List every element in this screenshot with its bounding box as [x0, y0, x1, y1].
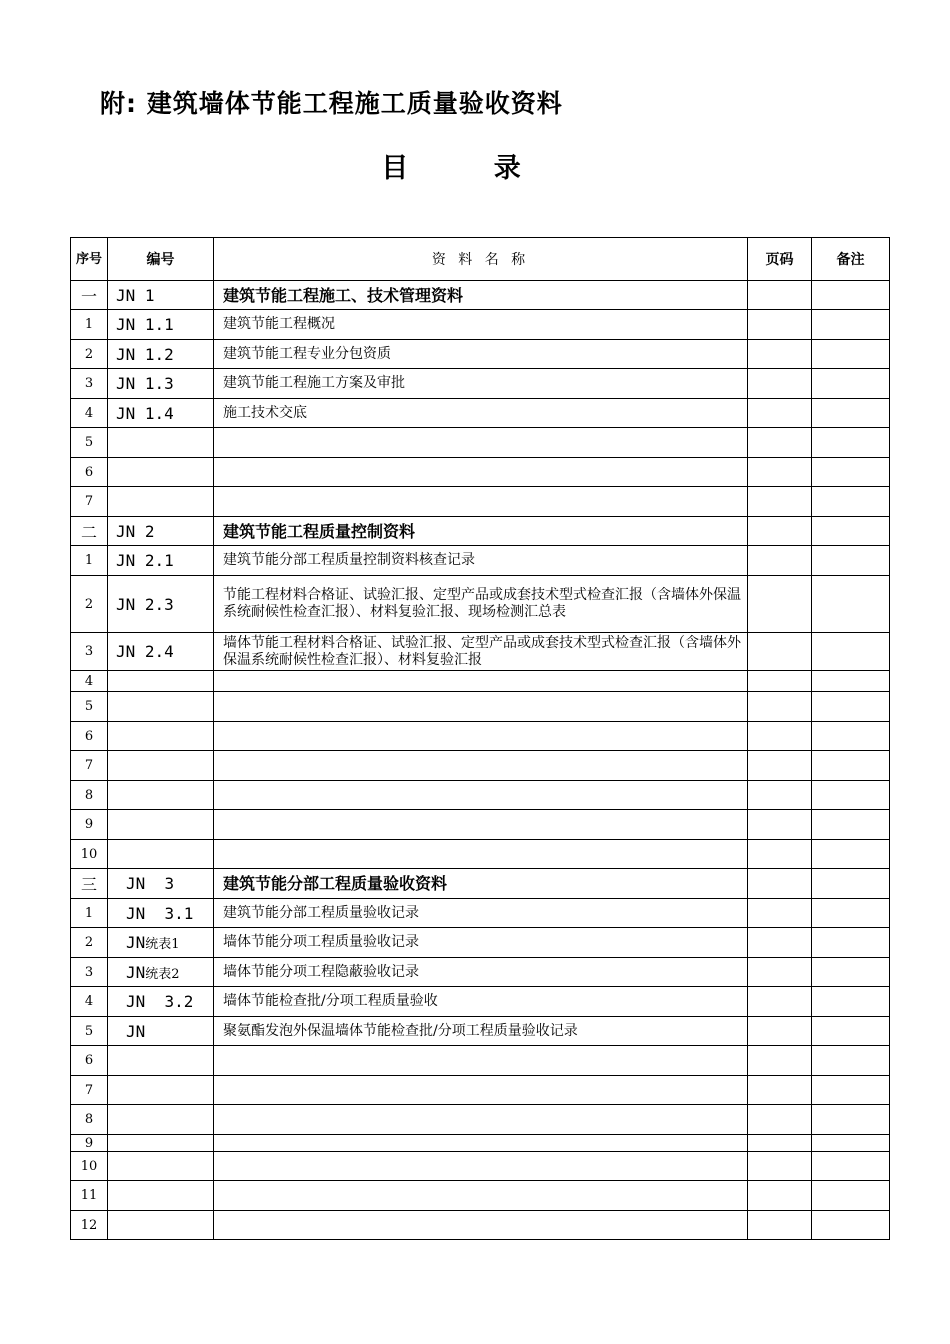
row-name — [214, 781, 748, 810]
table-row — [71, 671, 890, 692]
table-row — [71, 751, 890, 781]
row-code — [108, 1105, 214, 1135]
row-code: JN 3 — [108, 869, 214, 899]
row-page — [748, 671, 812, 692]
row-name: 建筑节能分部工程质量控制资料核查记录 — [214, 546, 748, 576]
table-header-row — [71, 238, 890, 281]
row-page — [748, 987, 812, 1017]
row-name: 聚氨酯发泡外保温墙体节能检查批/分项工程质量验收记录 — [214, 1017, 748, 1046]
row-page — [748, 928, 812, 958]
row-seq: 12 — [71, 1211, 108, 1240]
row-seq: 11 — [71, 1181, 108, 1211]
row-remark — [812, 310, 890, 340]
row-code — [108, 781, 214, 810]
row-page — [748, 840, 812, 869]
row-name: 建筑节能工程施工方案及审批 — [214, 369, 748, 399]
row-seq: 5 — [71, 1017, 108, 1046]
row-code: JN 1.1 — [108, 310, 214, 340]
row-code-suffix: 统表1 — [145, 937, 180, 952]
row-remark — [812, 928, 890, 958]
row-remark — [812, 840, 890, 869]
section-row — [71, 517, 890, 546]
row-page — [748, 958, 812, 987]
row-seq: 9 — [71, 1135, 108, 1152]
table-row — [71, 310, 890, 340]
attachment-title: 附: 建筑墙体节能工程施工质量验收资料 — [100, 89, 563, 118]
row-name: 墙体节能分项工程质量验收记录 — [214, 928, 748, 958]
row-remark — [812, 1076, 890, 1105]
row-remark — [812, 1211, 890, 1240]
row-name — [214, 428, 748, 458]
row-name: 建筑节能工程质量控制资料 — [214, 517, 748, 546]
row-code — [108, 458, 214, 487]
table-row — [71, 546, 890, 576]
row-name — [214, 1105, 748, 1135]
row-seq: 2 — [71, 576, 108, 633]
row-page — [748, 869, 812, 899]
row-code-prefix: JN — [126, 933, 146, 952]
header-seq: 序号 — [71, 238, 108, 281]
row-code: JN 2.1 — [108, 546, 214, 576]
row-seq: 3 — [71, 369, 108, 399]
row-code: JN 1 — [108, 281, 214, 310]
row-remark — [812, 751, 890, 781]
row-page — [748, 899, 812, 928]
table-row — [71, 369, 890, 399]
row-page — [748, 517, 812, 546]
row-seq: 5 — [71, 428, 108, 458]
table-of-contents-title: 目 录 — [381, 153, 559, 184]
table-row — [71, 1135, 890, 1152]
row-remark — [812, 487, 890, 517]
row-remark — [812, 576, 890, 633]
table-row — [71, 633, 890, 671]
header-remark: 备注 — [812, 238, 890, 281]
row-code — [108, 1181, 214, 1211]
row-code — [108, 751, 214, 781]
table-row — [71, 1211, 890, 1240]
row-name — [214, 810, 748, 840]
header-name: 资 料 名 称 — [214, 238, 748, 281]
table-row — [71, 399, 890, 428]
row-page — [748, 1152, 812, 1181]
row-name: 建筑节能分部工程质量验收资料 — [214, 869, 748, 899]
table-row — [71, 899, 890, 928]
table-row — [71, 458, 890, 487]
table-row — [71, 958, 890, 987]
row-name — [214, 1152, 748, 1181]
table-row — [71, 1152, 890, 1181]
table-row — [71, 840, 890, 869]
row-page — [748, 1046, 812, 1076]
row-seq: 10 — [71, 840, 108, 869]
row-page — [748, 1105, 812, 1135]
row-page — [748, 399, 812, 428]
row-remark — [812, 1135, 890, 1152]
row-seq: 一 — [71, 281, 108, 310]
row-page — [748, 722, 812, 751]
row-code-prefix: JN — [126, 962, 146, 982]
row-page — [748, 781, 812, 810]
row-page — [748, 1135, 812, 1152]
row-remark — [812, 987, 890, 1017]
row-code — [108, 1046, 214, 1076]
row-remark — [812, 1017, 890, 1046]
contents-table — [70, 237, 890, 1240]
row-page — [748, 340, 812, 369]
row-name: 建筑节能工程专业分包资质 — [214, 340, 748, 369]
row-page — [748, 546, 812, 576]
row-remark — [812, 869, 890, 899]
table-row — [71, 487, 890, 517]
row-name — [214, 692, 748, 722]
row-seq: 9 — [71, 810, 108, 840]
row-seq: 8 — [71, 781, 108, 810]
row-remark — [812, 722, 890, 751]
row-code — [108, 692, 214, 722]
row-name: 墙体节能工程材料合格证、试验汇报、定型产品或成套技术型式检查汇报（含墙体外保温系统耐候性检查汇报）、材料复验汇报 — [214, 633, 748, 671]
row-remark — [812, 1105, 890, 1135]
row-code: JN 1.4 — [108, 399, 214, 428]
row-name — [214, 1135, 748, 1152]
row-page — [748, 310, 812, 340]
row-code — [108, 722, 214, 751]
row-page — [748, 1076, 812, 1105]
table-row — [71, 692, 890, 722]
row-code — [108, 1152, 214, 1181]
row-name — [214, 1211, 748, 1240]
row-code — [108, 428, 214, 458]
row-code — [108, 810, 214, 840]
row-page — [748, 810, 812, 840]
table-row — [71, 722, 890, 751]
section-row — [71, 281, 890, 310]
row-code-suffix: 统表2 — [145, 966, 180, 982]
row-code: JN 1.2 — [108, 340, 214, 369]
row-name — [214, 1046, 748, 1076]
section-row — [71, 869, 890, 899]
row-remark — [812, 958, 890, 987]
row-seq: 10 — [71, 1152, 108, 1181]
row-name: 节能工程材料合格证、试验汇报、定型产品或成套技术型式检查汇报（含墙体外保温系统耐候性检查汇报）、材料复验汇报、现场检测汇总表 — [214, 576, 748, 633]
row-name — [214, 671, 748, 692]
row-code — [108, 1076, 214, 1105]
row-seq: 7 — [71, 1076, 108, 1105]
row-remark — [812, 633, 890, 671]
table-row — [71, 1181, 890, 1211]
row-name — [214, 1076, 748, 1105]
row-page — [748, 751, 812, 781]
row-seq: 5 — [71, 692, 108, 722]
table-row — [71, 928, 890, 958]
row-seq: 2 — [71, 340, 108, 369]
row-name: 建筑节能分部工程质量验收记录 — [214, 899, 748, 928]
row-page — [748, 487, 812, 517]
row-code — [108, 487, 214, 517]
row-remark — [812, 899, 890, 928]
row-page — [748, 281, 812, 310]
row-page — [748, 576, 812, 633]
table-body — [71, 281, 890, 1240]
row-code — [108, 840, 214, 869]
row-code: JN 1.3 — [108, 369, 214, 399]
row-seq: 6 — [71, 1046, 108, 1076]
row-remark — [812, 781, 890, 810]
row-name — [214, 458, 748, 487]
row-remark — [812, 692, 890, 722]
row-code: JN 3.1 — [108, 899, 214, 928]
row-seq: 4 — [71, 987, 108, 1017]
row-code: JN 2.4 — [108, 633, 214, 671]
row-remark — [812, 810, 890, 840]
table-row — [71, 1017, 890, 1046]
row-name: 建筑节能工程概况 — [214, 310, 748, 340]
row-page — [748, 369, 812, 399]
row-remark — [812, 1046, 890, 1076]
row-remark — [812, 1181, 890, 1211]
row-name — [214, 487, 748, 517]
row-remark — [812, 399, 890, 428]
row-remark — [812, 428, 890, 458]
header-page: 页码 — [748, 238, 812, 281]
row-code — [108, 1211, 214, 1240]
row-page — [748, 692, 812, 722]
row-seq: 4 — [71, 671, 108, 692]
table-row — [71, 781, 890, 810]
row-name: 墙体节能分项工程隐蔽验收记录 — [214, 958, 748, 987]
row-seq: 7 — [71, 751, 108, 781]
row-seq: 7 — [71, 487, 108, 517]
row-remark — [812, 671, 890, 692]
table-row — [71, 1105, 890, 1135]
table-row — [71, 1076, 890, 1105]
table-row — [71, 987, 890, 1017]
row-seq: 8 — [71, 1105, 108, 1135]
row-code: JN 2.3 — [108, 576, 214, 633]
row-code — [108, 958, 214, 987]
row-remark — [812, 458, 890, 487]
row-seq: 3 — [71, 633, 108, 671]
row-code — [108, 928, 214, 958]
table-row — [71, 340, 890, 369]
row-remark — [812, 369, 890, 399]
row-code: JN 2 — [108, 517, 214, 546]
table-row — [71, 810, 890, 840]
row-seq: 1 — [71, 899, 108, 928]
row-seq: 4 — [71, 399, 108, 428]
row-code: JN — [108, 1017, 214, 1046]
row-seq: 6 — [71, 458, 108, 487]
row-page — [748, 1017, 812, 1046]
table-row — [71, 1046, 890, 1076]
header-code: 编号 — [108, 238, 214, 281]
row-seq: 二 — [71, 517, 108, 546]
row-name — [214, 751, 748, 781]
row-name: 建筑节能工程施工、技术管理资料 — [214, 281, 748, 310]
row-remark — [812, 546, 890, 576]
row-seq: 2 — [71, 928, 108, 958]
row-page — [748, 633, 812, 671]
row-seq: 3 — [71, 958, 108, 987]
row-name: 墙体节能检查批/分项工程质量验收 — [214, 987, 748, 1017]
table-row — [71, 576, 890, 633]
row-code: JN 3.2 — [108, 987, 214, 1017]
row-remark — [812, 340, 890, 369]
row-seq: 1 — [71, 546, 108, 576]
row-seq: 1 — [71, 310, 108, 340]
row-code — [108, 1135, 214, 1152]
row-page — [748, 458, 812, 487]
row-name — [214, 1181, 748, 1211]
row-seq: 三 — [71, 869, 108, 899]
table-row — [71, 428, 890, 458]
row-page — [748, 428, 812, 458]
row-page — [748, 1211, 812, 1240]
row-name: 施工技术交底 — [214, 399, 748, 428]
row-name — [214, 840, 748, 869]
row-name — [214, 722, 748, 751]
row-remark — [812, 1152, 890, 1181]
row-code — [108, 671, 214, 692]
row-remark — [812, 517, 890, 546]
row-page — [748, 1181, 812, 1211]
row-seq: 6 — [71, 722, 108, 751]
row-remark — [812, 281, 890, 310]
